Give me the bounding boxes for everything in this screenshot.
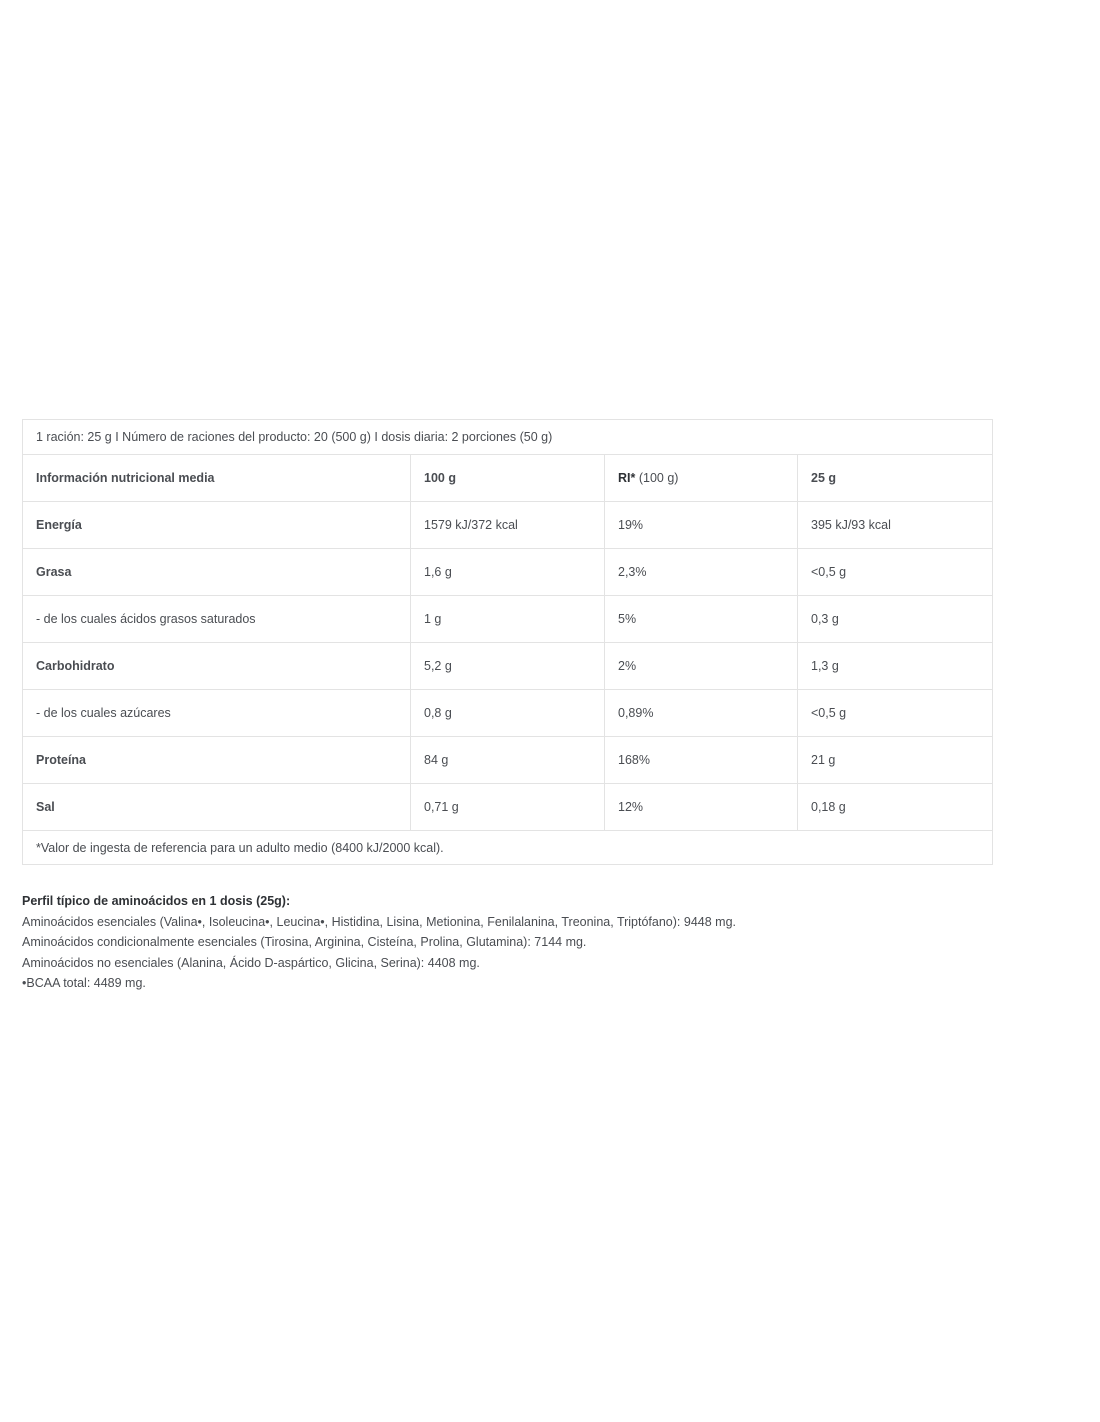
- row-per-25g: 21 g: [798, 737, 993, 784]
- row-label: Proteína: [23, 737, 411, 784]
- row-per-25g: 0,18 g: [798, 784, 993, 831]
- row-label: - de los cuales ácidos grasos saturados: [23, 596, 411, 643]
- row-ri: 19%: [605, 502, 798, 549]
- row-per-100g: 0,71 g: [411, 784, 605, 831]
- table-row-saturados: [23, 596, 993, 643]
- table-header-row: [23, 455, 993, 502]
- header-ri-label: RI*: [618, 471, 636, 485]
- row-label: Sal: [23, 784, 411, 831]
- ri-footnote: *Valor de ingesta de referencia para un adulto medio (8400 kJ/2000 kcal).: [23, 831, 993, 865]
- table-row-sal: [23, 784, 993, 831]
- table-row-energia: [23, 502, 993, 549]
- table-row-carbohidrato: [23, 643, 993, 690]
- row-ri: 2%: [605, 643, 798, 690]
- row-ri: 12%: [605, 784, 798, 831]
- essential-amino-acids: Aminoácidos esenciales (Valina•, Isoleucina•, Leucina•, Histidina, Lisina, Metionina, Fenilalanina, Treonina, Triptófano): 9448 mg.: [22, 914, 736, 929]
- row-per-100g: 1,6 g: [411, 549, 605, 596]
- row-per-100g: 1 g: [411, 596, 605, 643]
- bcaa-total: •BCAA total: 4489 mg.: [22, 976, 146, 990]
- non-essential-amino-acids: Aminoácidos no esenciales (Alanina, Ácido D-aspártico, Glicina, Serina): 4408 mg.: [22, 955, 480, 970]
- header-ri: [605, 455, 798, 502]
- header-per-100g: 100 g: [411, 455, 605, 502]
- row-per-100g: 1579 kJ/372 kcal: [411, 502, 605, 549]
- header-nutrition-info: Información nutricional media: [23, 455, 411, 502]
- row-ri: 0,89%: [605, 690, 798, 737]
- row-per-100g: 84 g: [411, 737, 605, 784]
- row-label: - de los cuales azúcares: [23, 690, 411, 737]
- conditional-amino-acids: Aminoácidos condicionalmente esenciales (Tirosina, Arginina, Cisteína, Prolina, Glutamina): 7144 mg.: [22, 935, 587, 949]
- header-per-25g: 25 g: [798, 455, 993, 502]
- table-row-azucares: [23, 690, 993, 737]
- row-per-100g: 5,2 g: [411, 643, 605, 690]
- row-ri: 2,3%: [605, 549, 798, 596]
- table-row-grasa: [23, 549, 993, 596]
- row-per-25g: <0,5 g: [798, 549, 993, 596]
- row-ri: 168%: [605, 737, 798, 784]
- row-per-25g: 395 kJ/93 kcal: [798, 502, 993, 549]
- row-per-25g: 1,3 g: [798, 643, 993, 690]
- row-label: Grasa: [23, 549, 411, 596]
- table-row-proteina: [23, 737, 993, 784]
- row-per-100g: 0,8 g: [411, 690, 605, 737]
- amino-acid-profile: [22, 891, 1022, 994]
- row-label: Energía: [23, 502, 411, 549]
- row-per-25g: 0,3 g: [798, 596, 993, 643]
- table-footnote-row: [23, 831, 993, 865]
- row-label: Carbohidrato: [23, 643, 411, 690]
- header-ri-unit: (100 g): [635, 471, 679, 485]
- amino-profile-title: Perfil típico de aminoácidos en 1 dosis (25g):: [22, 894, 291, 908]
- row-ri: 5%: [605, 596, 798, 643]
- row-per-25g: <0,5 g: [798, 690, 993, 737]
- serving-info: 1 ración: 25 g I Número de raciones del producto: 20 (500 g) I dosis diaria: 2 porciones (50 g): [23, 420, 993, 455]
- table-caption-row: [23, 420, 993, 455]
- nutrition-table: [22, 419, 993, 865]
